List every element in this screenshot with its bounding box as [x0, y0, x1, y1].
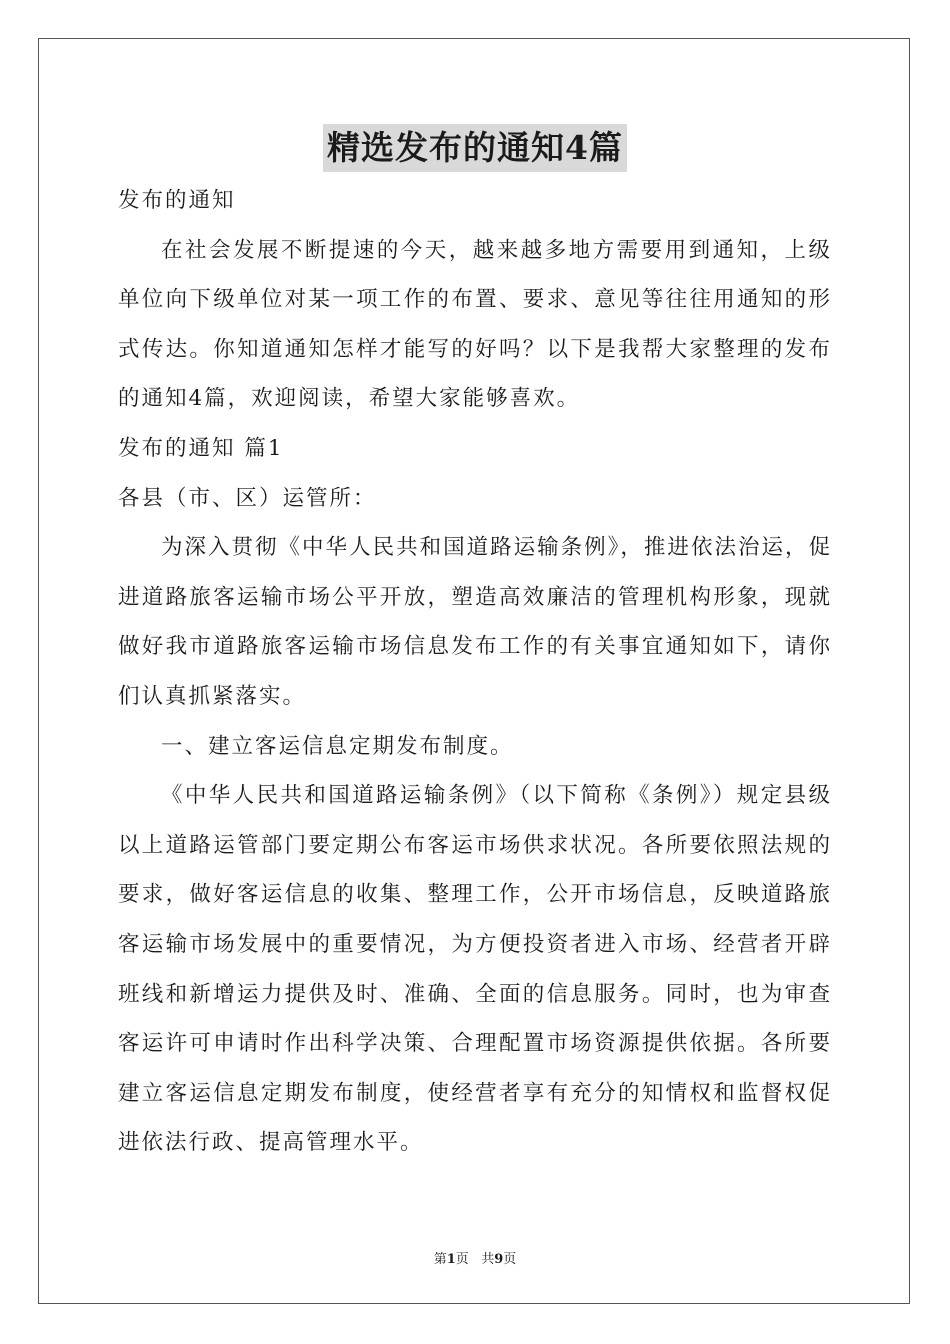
- footer-mid: 页 共: [455, 1252, 495, 1267]
- paragraph: 发布的通知 篇1: [118, 435, 284, 461]
- paragraph: 在社会发展不断提速的今天，越来越多地方需要用到通知，上级单位向下级单位对某一项工作的布置、要求、意见等往往用通知的形式传达。你知道通知怎样才能写的好吗？以下是我帮大家整理的发布的通知4篇，欢迎阅读，希望大家能够喜欢。: [118, 237, 832, 412]
- footer-prefix: 第: [433, 1252, 447, 1267]
- paragraph: 为深入贯彻《中华人民共和国道路运输条例》，推进依法治运，促进道路旅客运输市场公平开放，塑造高效廉洁的管理机构形象，现就做好我市道路旅客运输市场信息发布工作的有关事宜通知如下，请你们认真抓紧落实。: [118, 535, 832, 709]
- document-body: [118, 176, 832, 1168]
- paragraph: 一、建立客运信息定期发布制度。: [161, 733, 514, 759]
- paragraph: 《中华人民共和国道路运输条例》（以下简称《条例》）规定县级以上道路运管部门要定期公布客运市场供求状况。各所要依照法规的要求，做好客运信息的收集、整理工作，公开市场信息，反映道路旅客运输市场发展中的重要情况，为方便投资者进入市场、经营者开辟班线和新增运力提供及时、准确、全面的信息服务。同时，也为审查客运许可申请时作出科学决策、合理配置市场资源提供依据。各所要建立客运信息定期发布制度，使经营者享有充分的知情权和监督权促进依法行政、提高管理水平。: [118, 783, 832, 1156]
- current-page-number: 1: [446, 1252, 456, 1267]
- paragraph: 发布的通知: [118, 188, 236, 213]
- page-footer: [0, 1248, 950, 1267]
- paragraph: 各县（市、区）运管所：: [118, 485, 377, 511]
- document-title: 精选发布的通知4篇: [323, 124, 627, 172]
- title-container: [0, 124, 950, 172]
- total-page-number: 9: [494, 1252, 504, 1267]
- footer-suffix: 页: [503, 1252, 517, 1267]
